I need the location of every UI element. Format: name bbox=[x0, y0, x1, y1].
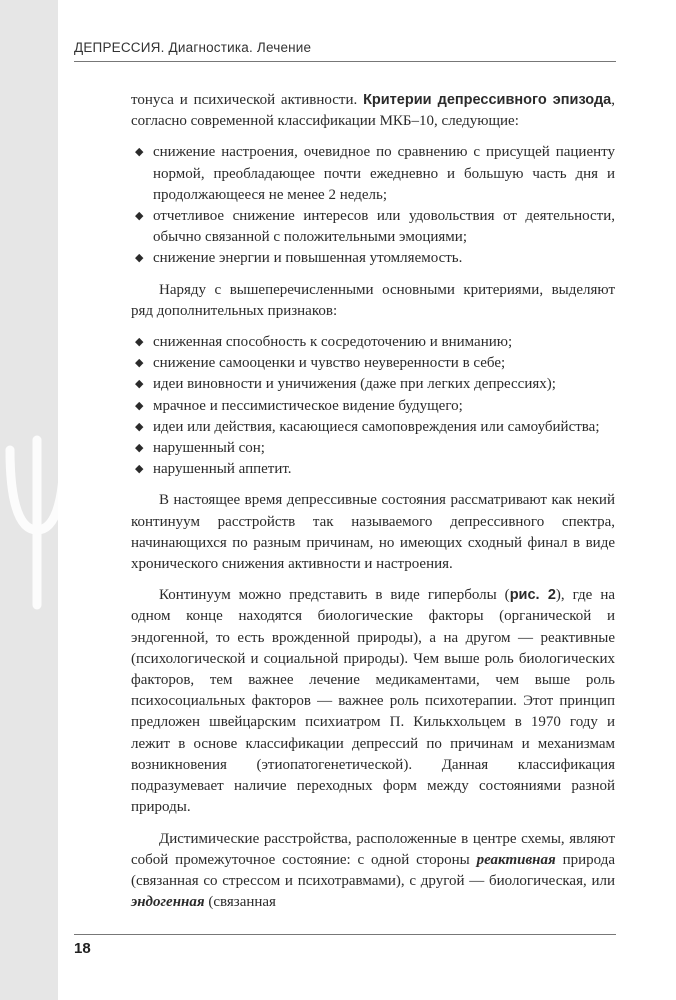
header-subtitle: . Диагностика. Лечение bbox=[160, 40, 312, 55]
bullet-icon: ◆ bbox=[135, 463, 144, 476]
bullet-icon: ◆ bbox=[135, 210, 144, 223]
text-run: (связанная bbox=[204, 894, 276, 911]
psi-watermark-icon bbox=[2, 430, 72, 610]
bullet-icon: ◆ bbox=[135, 420, 144, 433]
list-item-text: сниженная способность к сосредоточению и вниманию; bbox=[153, 334, 513, 351]
list-item-text: нарушенный сон; bbox=[153, 440, 265, 457]
paragraph-hyperbola bbox=[131, 585, 615, 818]
paragraph-criteria-intro bbox=[131, 90, 615, 132]
bullet-icon: ◆ bbox=[135, 357, 144, 370]
list-item-text: идеи виновности и уничижения (даже при легких депрессиях); bbox=[153, 376, 556, 393]
list-item bbox=[131, 353, 615, 374]
header-title: ДЕПРЕССИЯ bbox=[74, 40, 161, 55]
page-number: 18 bbox=[74, 940, 91, 957]
text-run: Дистимические расстройства, расположенные в центре схемы, являют собой промежуточное состояние: с одной стороны bbox=[131, 830, 615, 868]
text-run: тонуса и психической активности. bbox=[131, 92, 364, 108]
list-item-text: отчетливое снижение интересов или удовольствия от деятельности, обычно связанной с положительными эмоциями; bbox=[153, 208, 615, 246]
bullet-icon: ◆ bbox=[135, 442, 144, 455]
text-run: , согласно современной классификации МКБ–10, следующие: bbox=[131, 92, 615, 130]
list-item bbox=[131, 374, 615, 395]
bullet-icon: ◆ bbox=[135, 336, 144, 349]
term-reactive: реактивная bbox=[476, 851, 556, 868]
list-item bbox=[131, 396, 615, 417]
list-item bbox=[131, 142, 615, 206]
text-run: Континуум можно представить в виде гиперболы ( bbox=[159, 587, 510, 604]
bullet-icon: ◆ bbox=[135, 399, 144, 412]
footer-rule bbox=[74, 934, 616, 935]
list-item bbox=[131, 459, 615, 480]
bullet-icon: ◆ bbox=[135, 378, 144, 391]
bullet-icon: ◆ bbox=[135, 146, 144, 159]
list-item bbox=[131, 332, 615, 353]
list-item-text: снижение энергии и повышенная утомляемость. bbox=[153, 250, 463, 267]
list-item bbox=[131, 417, 615, 438]
list-item bbox=[131, 206, 615, 248]
paragraph-additional-intro: Наряду с вышеперечисленными основными критериями, выделяют ряд дополнительных признаков: bbox=[131, 281, 615, 319]
term-endogenous: эндогенная bbox=[131, 894, 205, 911]
paragraph-continuum: В настоящее время депрессивные состояния рассматривают как некий континуум расстройств так называемого депрессивного спектра, начинающихся по разным причинам, но имеющих сходный финал в виде хронического снижения активности и настроения. bbox=[131, 492, 615, 573]
list-item-text: снижение настроения, очевидное по сравнению с присущей пациенту нормой, преобладающее почти ежедневно и большую часть дня и продолжающееся не менее 2 недель; bbox=[153, 144, 615, 203]
text-run: ), где на одном конце находятся биологические факторы (органической и эндогенной, то есть врожденной природы), а на другом — реактивные (психологической и социальной природы). Чем выше роль биологических факторов, тем важнее лечение медикаментами, чем выше роль психосоциальных факторов — важнее роль психотерапии. Этот принцип предложен швейцарским психиатром П. Килькхольцем в 1970 году и лежит в основе классификации депрессий по причинам и механизмам возникновения (этиопатогенетической). Данная классификация подразумевает наличие переходных форм между состояниями разной природы. bbox=[131, 587, 616, 816]
list-item-text: идеи или действия, касающиеся самоповреждения или самоубийства; bbox=[153, 418, 600, 435]
criteria-term: Критерии депрессивного эпизода bbox=[363, 92, 612, 108]
paragraph-dysthymia bbox=[131, 829, 615, 914]
list-item-text: мрачное и пессимистическое видение будущего; bbox=[153, 397, 463, 414]
list-item bbox=[131, 248, 615, 269]
list-item-text: нарушенный аппетит. bbox=[153, 461, 292, 478]
running-header bbox=[74, 40, 616, 62]
main-criteria-list bbox=[131, 142, 615, 269]
additional-signs-list bbox=[131, 332, 615, 480]
list-item-text: снижение самооценки и чувство неуверенности в себе; bbox=[153, 355, 506, 372]
bullet-icon: ◆ bbox=[135, 252, 144, 265]
page-body bbox=[131, 90, 615, 923]
text-run: природа (связанная со стрессом и психотравмами), с другой — биологическая, или bbox=[131, 851, 615, 889]
figure-reference: рис. 2 bbox=[509, 587, 556, 604]
list-item bbox=[131, 438, 615, 459]
